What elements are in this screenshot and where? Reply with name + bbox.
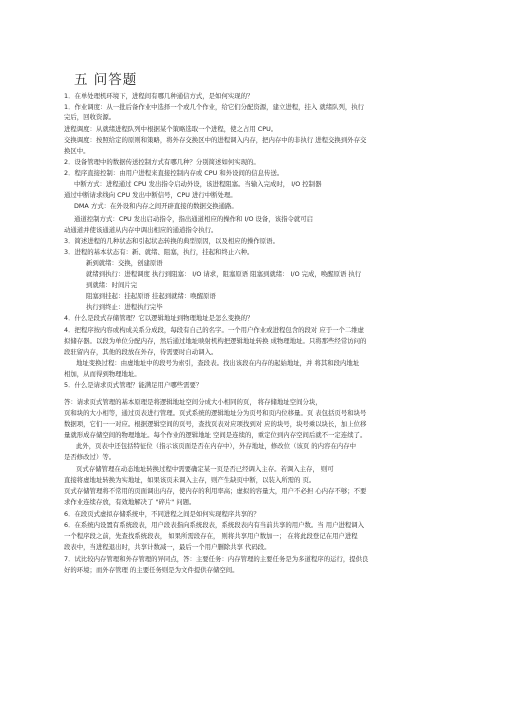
- body-line: 页和块的大小相等，通过页表进行管理。页式系统的逻辑地址分为页号和页内位移量。页 表包括页号和块号: [64, 409, 367, 417]
- body-line: 段表中，当进程退出时，共享计数减一，最后一个用户删除共享 代码段。: [64, 543, 271, 551]
- body-line: 是否修改过）等。: [64, 453, 116, 461]
- body-line: 中断方式：进程通过 CPU 发出指令启动外设，该进程阻塞。当输入完成时， I/O 控制器: [74, 180, 322, 188]
- body-line: 一个程序段之前，先查找系统段表， 如果所需段存在， 则将共享用户数加一； 在将此段登记在用户进程: [64, 532, 358, 540]
- body-line: 新到就绪：交换，创建原语: [86, 259, 163, 267]
- body-line: 1．作业调度：从一批后备作业中选择一个或几个作业，给它们分配资源，建立进程，挂入 就绪队列，执行: [64, 103, 365, 111]
- body-line: 7．试比较内存管理和外存管理的异同点，答：主要任务：内存管理的主要任务是为多道程序的运行，提供良: [64, 555, 369, 563]
- body-line: 3．进程的基本状态有：新、就绪、阻塞，执行，挂起和终止六种。: [64, 248, 254, 256]
- body-line: 4．什么是段式存储管理？它以逻辑地址到物理地址是怎么变换的？: [64, 314, 254, 322]
- body-line: 完后，回收资源。: [64, 113, 116, 121]
- body-line: 通道控制方式：CPU 发出启动指令，指出通道相应的操作和 I/O 设备，该指令就可启: [74, 215, 314, 223]
- body-line: 答：请求页式管理的基本原理是将逻辑地址空间分成大小相同的页， 将存储地址空间分块，: [64, 398, 322, 406]
- body-line: 进程调度：从就绪进程队列中根据某个策略选取一个进程，使之占用 CPU。: [64, 125, 278, 133]
- body-line: 拟储存器。以段为单位分配内存，然后通过地址映射机构把逻辑地址转换 成物理地址。只将那些经常访问的: [64, 337, 367, 345]
- body-line: 4．把程序按内容或构成关系分成段，每段有自己的名字。一个用户作业或进程包含的段对 应于一个二维虚: [64, 326, 365, 334]
- body-line: 量就形成存储空间的物理地址。每个作业的逻辑地址 空间是连续的，重定位到内存空间后就不一定连续了。: [64, 431, 367, 439]
- body-line: 通过中断请求线向 CPU 发出中断信号，CPU 进行中断处理。: [64, 191, 237, 199]
- body-line: 换区中。: [64, 147, 90, 155]
- body-line: 6．在系统内设置有系统段表，用户段表指向系统段表，系统段表内有当前共享的用户数。当 用户进程调入: [64, 521, 365, 529]
- body-line: 求作业连续存放，有效地解决了 "碎片" 问题。: [64, 498, 196, 506]
- body-line: 3．简述进程的几种状态和引起状态转换的典型原因，以及相应的操作原语。: [64, 237, 279, 245]
- body-line: DMA 方式：在外设和内存之间开辟直接的数据交换通路。: [74, 202, 238, 210]
- body-line: 数据项，它们一一对应。根据逻辑空间的页号，查找页表对应项找到对 应的块号，块号乘以块长，加上位移: [64, 420, 367, 428]
- body-line: 6．在段页式虚拟存储系统中，不同进程之间是如何实现程序共享的？: [64, 510, 260, 518]
- body-line: 5．什么是请求页式管理？能满足用户哪些需要？: [64, 381, 203, 389]
- body-line: 地址变换过程：由虚地址中的段号为索引，查段表。找出该段在内存的起始地址，并 将其和段内地址: [76, 359, 360, 367]
- body-line: 就绪到执行：进程调度 执行到阻塞： I/O 请求，阻塞原语 阻塞到就绪： I/O 完成，唤醒原语 执行: [86, 270, 362, 278]
- body-line: 2．设备管理中的数据传送控制方式有哪几种？分别简述如何实现的。: [64, 158, 260, 166]
- body-line: 段驻留内存，其他的段放在外存，待需要时自动调入。: [64, 348, 218, 356]
- body-line: 相加，从而得到物理地址。: [64, 370, 141, 378]
- body-line: 直接将虚地址转换为实地址，如果该页未调入主存，则产生缺页中断，以装入所需的 页。: [64, 476, 316, 484]
- body-line: 动通道并使该通道从内存中调出相应的通道指令执行。: [64, 226, 218, 234]
- section-title: 五 问答题: [74, 72, 138, 88]
- body-line: 阻塞到挂起：挂起原语 挂起到就绪：唤醒原语: [86, 292, 216, 300]
- body-line: 1．在单处理机环境下，进程间有哪几种通信方式，是如何实现的？: [64, 92, 254, 100]
- body-line: 到就绪：时间片完: [86, 281, 138, 289]
- body-line: 页式存储管理将不常用的页面调出内存，使内存的利用率高；虚拟的容量大，用户不必担 心内存不够；不要: [64, 487, 367, 495]
- body-line: 2．程序直接控制：由用户进程来直接控制内存或 CPU 和外设间的信息传送。: [64, 169, 284, 177]
- body-line: 好的环境；而外存管理 的主要任务则是为文件提供存储空间。: [64, 566, 239, 574]
- body-line: 页式存储管理在动态地址转换过程中需要确定某一页是否已经调入主存。若调入主存， 则可: [76, 465, 334, 473]
- body-line: 此外，页表中还包括特征位（指示该页面是否在内存中），外存地址，修改位（该页 的内容在内存中: [76, 442, 357, 450]
- body-line: 交换调度：按照给定的原则和策略，将外存交换区中的进程调入内存，把内存中的非执行 进程交换到外存交: [64, 136, 367, 144]
- body-line: 执行到终止：进程执行完毕: [86, 303, 163, 311]
